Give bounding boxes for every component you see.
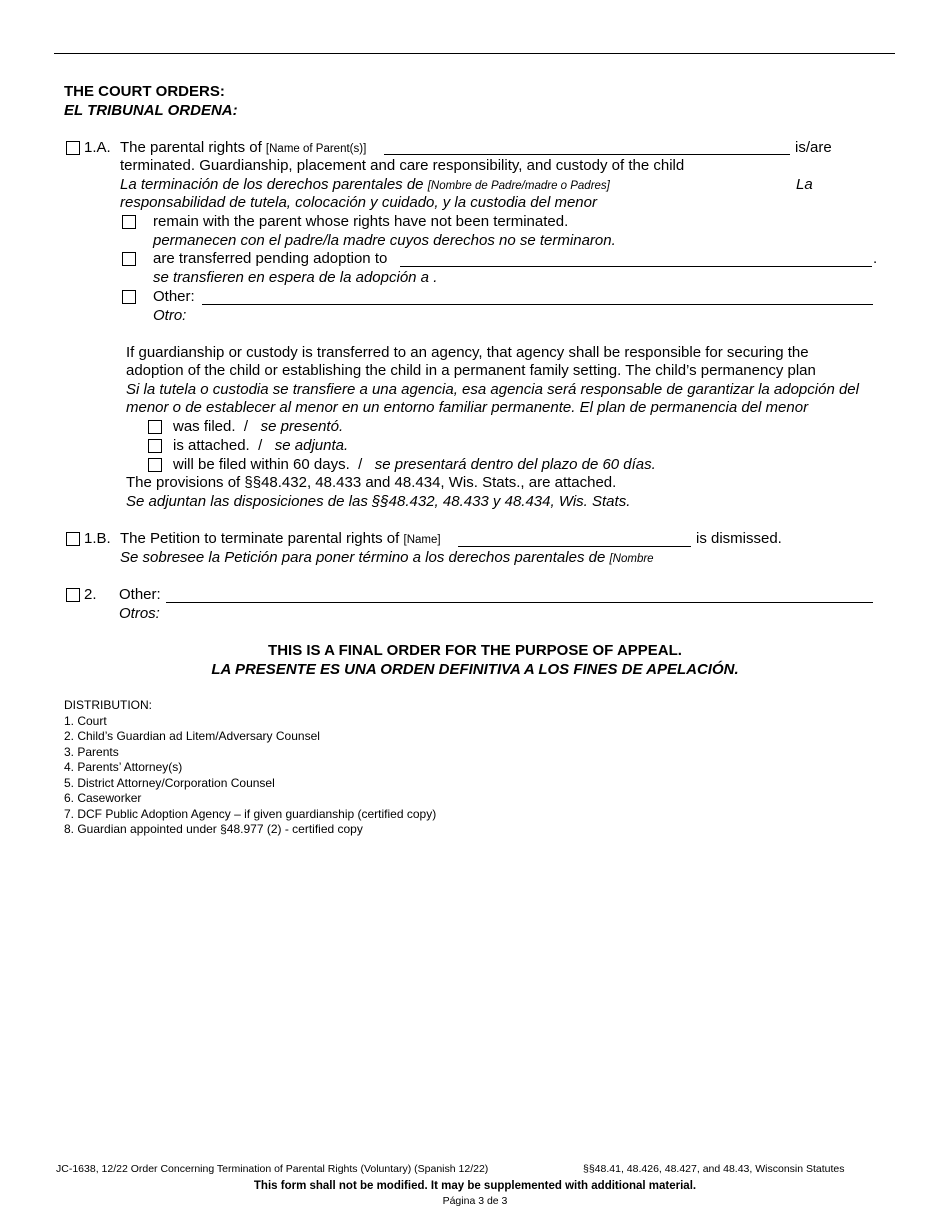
plan-60-days-sep: /: [358, 456, 363, 473]
transferred-option-es: se transfieren en espera de la adopción a .: [153, 269, 438, 286]
plan-60-days-es: se presentará dentro del plazo de 60 días.: [374, 456, 656, 473]
checkbox-other-1a[interactable]: [122, 290, 136, 304]
is-are-label: is/are: [795, 139, 832, 156]
other-option-en: Other:: [153, 288, 195, 305]
parental-rights-prefix: The parental rights of: [120, 139, 262, 156]
parental-rights-line: [120, 139, 366, 158]
remain-option-en: remain with the parent whose rights have not been terminated.: [153, 213, 569, 230]
distribution-item: 7. DCF Public Adoption Agency – if given guardianship (certified copy): [64, 806, 437, 821]
section-title-es: EL TRIBUNAL ORDENA:: [64, 102, 238, 119]
footer-statutes: §§48.41, 48.426, 48.427, and 48.43, Wisconsin Statutes: [583, 1163, 845, 1175]
checkbox-plan-filed-60-days[interactable]: [148, 458, 162, 472]
is-dismissed-label: is dismissed.: [696, 530, 782, 547]
other-2-label-es: Otros:: [119, 605, 160, 622]
checkbox-1b[interactable]: [66, 532, 80, 546]
plan-option-filed: [173, 418, 343, 436]
footer-notice: This form shall not be modified. It may be supplemented with additional material.: [253, 1180, 697, 1192]
agency-paragraph-es-2: menor o de establecer al menor en un entorno familiar permanente. El plan de permanencia del menor: [126, 399, 809, 416]
plan-attached-sep: /: [258, 437, 263, 454]
footer-form-id: JC-1638, 12/22 Order Concerning Termination of Parental Rights (Voluntary) (Spanish 12/22): [56, 1163, 489, 1175]
other-2-label-en: Other:: [119, 586, 161, 603]
distribution-item: 3. Parents: [64, 744, 119, 759]
transferred-period: .: [873, 250, 878, 267]
checkbox-transferred-pending-adoption[interactable]: [122, 252, 136, 266]
checkbox-1a[interactable]: [66, 141, 80, 155]
plan-filed-en: was filed.: [173, 418, 236, 435]
checkbox-plan-filed[interactable]: [148, 420, 162, 434]
agency-paragraph-en-2: adoption of the child or establishing the child in a permanent family setting. The child’s permanency plan: [126, 362, 816, 379]
other-2-field[interactable]: [166, 602, 873, 603]
terminated-text: terminated. Guardianship, placement and care responsibility, and custody of the child: [120, 157, 685, 174]
distribution-item: 2. Child’s Guardian ad Litem/Adversary Counsel: [64, 729, 320, 743]
petition-es-placeholder: [Nombre: [609, 553, 654, 565]
plan-option-60-days: [173, 456, 656, 474]
distribution-item: 5. District Attorney/Corporation Counsel: [64, 775, 275, 790]
item-number-1a: 1.A.: [84, 139, 111, 156]
petition-es-line: [120, 549, 654, 568]
agency-paragraph-en-1: If guardianship or custody is transferred to an agency, that agency shall be responsible for securing the: [126, 344, 809, 361]
item-number-2: 2.: [84, 586, 97, 603]
plan-attached-es: se adjunta.: [274, 437, 349, 454]
plan-filed-sep: /: [243, 418, 249, 435]
footer-page-number: Página 3 de 3: [442, 1195, 508, 1207]
top-rule: [54, 53, 895, 54]
checkbox-remain-with-parent[interactable]: [122, 215, 136, 229]
petition-name-field[interactable]: [458, 546, 691, 547]
other-option-es: Otro:: [153, 307, 187, 324]
remain-option-es: permanecen con el padre/la madre cuyos derechos no se terminaron.: [153, 232, 616, 249]
petition-es: Se sobresee la Petición para poner término a los derechos parentales de: [120, 549, 606, 566]
section-title-en: THE COURT ORDERS:: [64, 83, 225, 100]
checkbox-plan-attached[interactable]: [148, 439, 162, 453]
parent-name-field[interactable]: [384, 154, 790, 155]
agency-paragraph-es-1: Si la tutela o custodia se transfiere a una agencia, esa agencia será responsable de garantizar la adopción del: [126, 381, 859, 398]
adoption-agency-field[interactable]: [400, 266, 872, 267]
other-1a-field[interactable]: [202, 304, 873, 305]
petition-dismissed-line: [120, 530, 441, 549]
distribution-item: 1. Court: [64, 713, 107, 728]
plan-option-attached: [173, 437, 348, 455]
checkbox-2[interactable]: [66, 588, 80, 602]
plan-60-days-en: will be filed within 60 days.: [173, 456, 350, 473]
provisions-en: The provisions of §§48.432, 48.433 and 48.434, Wis. Stats., are attached.: [126, 474, 617, 491]
responsibility-text-es: responsabilidad de tutela, colocación y cuidado, y la custodia del menor: [120, 194, 597, 211]
distribution-title: DISTRIBUTION:: [64, 698, 153, 712]
final-order-es: LA PRESENTE ES UNA ORDEN DEFINITIVA A LOS FINES DE APELACIÓN.: [211, 661, 739, 678]
plan-attached-en: is attached.: [173, 437, 250, 454]
transferred-option-en: are transferred pending adoption to: [153, 250, 388, 267]
la-label-es: La: [796, 176, 813, 193]
distribution-item: 8. Guardian appointed under §48.977 (2) - certified copy: [64, 822, 363, 836]
final-order-en: THIS IS A FINAL ORDER FOR THE PURPOSE OF APPEAL.: [268, 642, 682, 659]
termination-prefix-es: La terminación de los derechos parentales de: [120, 176, 424, 193]
petition-prefix: The Petition to terminate parental rights of: [120, 530, 400, 547]
plan-filed-es: se presentó.: [260, 418, 344, 435]
distribution-list: [64, 698, 436, 838]
distribution-item: 4. Parents’ Attorney(s): [64, 760, 183, 774]
petition-name-placeholder: [Name]: [403, 534, 441, 546]
distribution-item: 6. Caseworker: [64, 791, 142, 805]
parent-name-placeholder-es: [Nombre de Padre/madre o Padres]: [427, 180, 610, 192]
termination-text-es: [120, 176, 610, 195]
item-number-1b: 1.B.: [84, 530, 111, 547]
parent-name-placeholder: [Name of Parent(s)]: [265, 143, 367, 155]
provisions-es: Se adjuntan las disposiciones de las §§48.432, 48.433 y 48.434, Wis. Stats.: [126, 493, 631, 510]
